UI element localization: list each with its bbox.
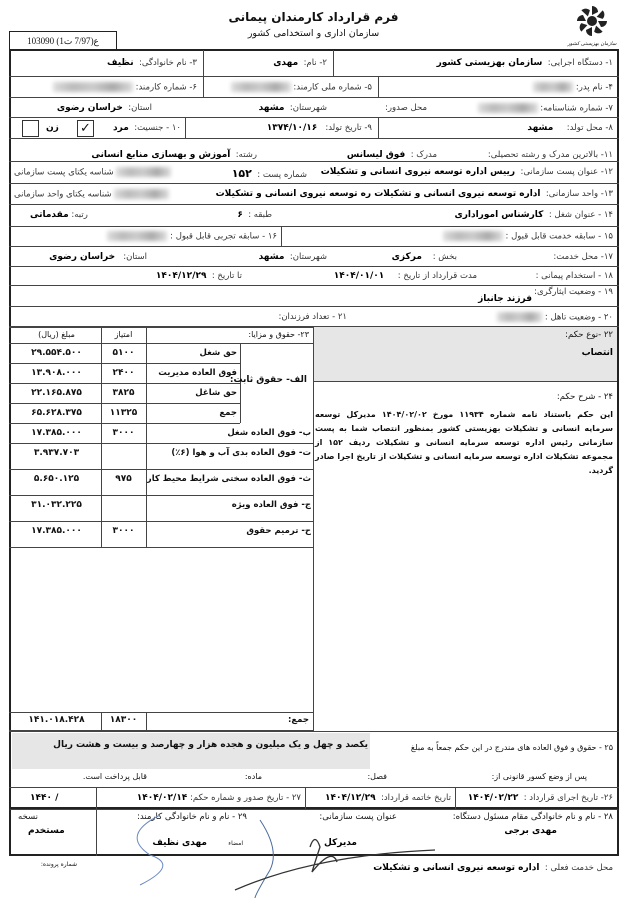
fixed-row-amount: ۲۹.۵۵۴.۵۰۰ bbox=[31, 348, 82, 358]
gender-female-checkbox[interactable] bbox=[22, 120, 39, 137]
other-row-label: ت- فوق العاده بدی آب و هوا (۶٪) bbox=[171, 448, 311, 458]
field-degree: مدرک : فوق لیسانس bbox=[346, 150, 437, 160]
other-row-label: ح- ترمیم حقوق bbox=[246, 526, 311, 536]
field-grade: طبقه : ۶ bbox=[237, 210, 272, 220]
current-service-location: محل خدمت فعلی : اداره توسعه نیروی انسانی و تشکیلات bbox=[373, 863, 613, 873]
other-row-amount: ۵.۶۵۰.۱۲۵ bbox=[33, 474, 80, 484]
fixed-row-points: ۳۸۲۵ bbox=[112, 388, 135, 398]
field-issue-date: ۲۷ - تاریخ صدور و شماره حکم: ۱۴۰۴/۰۲/۱۴ bbox=[136, 793, 301, 803]
field-education: ۱۱- بالاترین مدرک و رشته تحصیلی: bbox=[487, 150, 613, 160]
field-service-location: ۱۷- محل خدمت: bbox=[553, 252, 613, 262]
fixed-row-points: ۱۱۳۲۵ bbox=[109, 408, 138, 418]
amount-in-words-box bbox=[12, 733, 370, 769]
other-row-points: ۳۰۰۰ bbox=[112, 428, 135, 438]
total-points: ۱۸۳۰۰ bbox=[109, 715, 138, 725]
ruling-number: / ۱۴۴۰ bbox=[30, 793, 59, 803]
article-label: ماده: bbox=[244, 772, 262, 781]
field-post-number: شماره پست : ۱۵۲ bbox=[231, 167, 307, 180]
field-birth-date: ۹- تاریخ تولد: ۱۳۷۴/۱۰/۱۶ bbox=[266, 123, 372, 133]
total-label: جمع: bbox=[287, 715, 309, 725]
field-post-title: ۱۲- عنوان پست سازمانی: رییس اداره توسعه نیروی انسانی و تشکیلات bbox=[320, 167, 613, 177]
other-row-label: ث- فوق العاده سختی شرایط محیط کار bbox=[146, 474, 311, 484]
veteran-status-value: فرزند جانباز bbox=[478, 294, 532, 304]
checkmark-icon: ✓ bbox=[80, 121, 91, 136]
deduction-label: پس از وضع کسور قانونی از: bbox=[491, 772, 587, 781]
other-row-label: ج- فوق العاده ویژه bbox=[231, 500, 311, 510]
form-code-box bbox=[9, 31, 117, 51]
other-row-points: ۳۰۰۰ bbox=[112, 526, 135, 536]
field-service-province: استان: خراسان رضوی bbox=[49, 252, 147, 262]
field-first-name: ۲- نام: مهدی bbox=[273, 58, 327, 68]
field-employment: ۱۸ - استخدام پیمانی : bbox=[535, 271, 613, 281]
amount-in-words: یکصد و چهل و یک میلیون و هجده هزار و چهارصد و بیست و هشت ریال bbox=[53, 740, 368, 750]
form-title: فرم قرارداد کارمندان پیمانی bbox=[228, 10, 399, 24]
fixed-salary-group-label: الف- حقوق ثابت: bbox=[229, 375, 307, 385]
col-header-points: امتیاز bbox=[114, 330, 133, 339]
field-service-city: شهرستان: مشهد bbox=[258, 252, 327, 262]
field-province: استان: خراسان رضوی bbox=[56, 103, 152, 113]
other-row-label: ب- فوق العاده شغل bbox=[227, 428, 311, 438]
field-rank: رتبه: مقدماتی bbox=[30, 210, 88, 220]
field-city: شهرستان: مشهد bbox=[258, 103, 327, 113]
other-row-amount: ۳.۹۳۷.۷۰۳ bbox=[33, 448, 80, 458]
field-job-title: ۱۴ - عنوان شغل : کارشناس اموراداری bbox=[454, 210, 613, 220]
other-row-amount: ۳۱.۰۳۲.۲۲۵ bbox=[31, 500, 82, 510]
field-veteran-status: ۱۹ - وضعیت ایثارگری: bbox=[534, 287, 613, 297]
salary-section-label: ۲۳- حقوق و مزایا: bbox=[248, 330, 309, 339]
field-national-id: ۵- شماره ملی کارمند: bbox=[231, 82, 372, 93]
field-issue-place: محل صدور: bbox=[385, 103, 427, 113]
field-employee-number: ۶- شماره کارمند: bbox=[53, 82, 197, 93]
fixed-row-label: حق شغل bbox=[199, 348, 237, 358]
file-number-label: شماره پرونده: bbox=[40, 861, 77, 868]
col-header-amount: مبلغ (ریال) bbox=[38, 330, 75, 339]
field-service-record: ۱۵ - سابقه خدمت قابل قبول : bbox=[443, 231, 613, 242]
field-birth-cert: ۷- شماره شناسنامه: bbox=[478, 103, 613, 114]
field-end-date: تاریخ خاتمه قرارداد: ۱۴۰۴/۱۲/۲۹ bbox=[325, 793, 451, 803]
ruling-description: این حکم باستناد نامه شماره ۱۱۹۳۴ مورخ ۱۴۰۴/۰۲/۰۲ مدیرکل توسعه سرمایه انسانی و تشکیلات بهزیستی کشور بمنظور انتصاب شما به پست سازمانی رئیس اداره توسعه سرمایه انسانی و تشکیلات ردیف ۱۵۲ از مجموعه تشکیلات اداره توسعه سرمایه انسانی و تشکیلات از تاریخ اجرا صادر گردید. bbox=[315, 410, 614, 475]
total-amount: ۱۴۱.۰۱۸.۴۲۸ bbox=[28, 715, 85, 725]
field-experience-record: ۱۶ - سابقه تجربی قابل قبول : bbox=[107, 231, 277, 242]
field-gender: ۱۰ - جنسیت: مرد bbox=[113, 123, 181, 133]
authority-name-label: ۲۸ - نام و نام خانوادگی مقام مسئول دستگاه: bbox=[452, 812, 613, 822]
copy-value: مستخدم bbox=[28, 826, 65, 836]
authority-name: مهدی برجی bbox=[504, 826, 557, 836]
other-row-amount: ۱۷.۳۸۵.۰۰۰ bbox=[31, 526, 82, 536]
fixed-row-label: جمع bbox=[219, 408, 237, 418]
payable-label: قابل پرداخت است. bbox=[82, 772, 147, 781]
fixed-row-points: ۲۴۰۰ bbox=[112, 368, 135, 378]
fixed-row-label: حق شاغل bbox=[195, 388, 237, 398]
gender-female-label: زن bbox=[46, 123, 59, 133]
post-title-value: مدیرکل bbox=[323, 838, 357, 848]
fixed-row-amount: ۱۳.۹۰۸.۰۰۰ bbox=[31, 368, 82, 378]
field-marital-status: ۲۰ - وضعیت تاهل : bbox=[497, 312, 613, 323]
total-amount-label: ۲۵ - حقوق و فوق العاده های مندرج در این حکم جمعاً به مبلغ bbox=[410, 743, 613, 752]
fixed-row-points: ۵۱۰۰ bbox=[112, 348, 135, 358]
gender-male-checkbox[interactable] bbox=[77, 120, 94, 137]
field-birth-place: ۸- محل تولد: مشهد bbox=[527, 123, 613, 133]
ruling-type-value: انتصاب bbox=[581, 348, 613, 358]
form-code: ع(7/97 ت1) 103090 bbox=[27, 36, 99, 46]
row-11 bbox=[9, 267, 619, 286]
field-post-unique-id: شناسه یکتای پست سازمانی bbox=[14, 167, 171, 178]
field-children-count: ۲۱ - تعداد فرزندان: bbox=[278, 312, 347, 322]
field-contract-to: تا تاریخ : ۱۴۰۴/۱۲/۲۹ bbox=[155, 271, 242, 281]
copy-label: نسخه bbox=[18, 812, 38, 822]
field-org-unit: ۱۳- واحد سازمانی: اداره توسعه نیروی انسانی و تشکیلات ره توسعه نیروی انسانی و تشکیلات bbox=[215, 189, 613, 199]
fixed-row-amount: ۲۲.۱۶۵.۸۷۵ bbox=[31, 388, 82, 398]
logo-caption: سازمان بهزیستی کشور bbox=[567, 41, 617, 47]
field-last-name: ۳- نام خانوادگی: نظیف bbox=[107, 58, 197, 68]
field-section: بخش : مرکزی bbox=[391, 252, 457, 262]
field-father-name: ۴- نام پدر: bbox=[533, 82, 613, 93]
form-subtitle: سازمان اداری و استخدامی کشور bbox=[247, 28, 380, 39]
field-agency: ۱- دستگاه اجرایی: سازمان بهزیستی کشور bbox=[436, 58, 613, 68]
other-row-points: ۹۷۵ bbox=[115, 474, 132, 484]
field-contract-from: مدت قرارداد از تاریخ : ۱۴۰۴/۰۱/۰۱ bbox=[333, 271, 477, 281]
signature-label: امضاء bbox=[228, 840, 243, 847]
employee-name: مهدی نظیف bbox=[152, 838, 207, 848]
employee-name-label: ۲۹ - نام و نام خانوادگی کارمند: bbox=[136, 812, 247, 822]
chapter-label: فصل: bbox=[367, 772, 387, 781]
other-row-amount: ۱۷.۳۸۵.۰۰۰ bbox=[31, 428, 82, 438]
fixed-row-label: فوق العاده مدیریت bbox=[158, 368, 237, 378]
fixed-row-amount: ۶۵.۶۲۸.۳۷۵ bbox=[31, 408, 82, 418]
field-execution-date: ۲۶- تاریخ اجرای قرارداد : ۱۴۰۴/۰۲/۲۲ bbox=[467, 793, 613, 803]
ruling-type-label: ۲۲ -نوع حکم: bbox=[565, 330, 613, 340]
field-unit-unique-id: شناسه یکتای واحد سازمانی bbox=[14, 189, 169, 200]
signature-scribbles-icon bbox=[90, 805, 510, 900]
field-major: رشته: آموزش و بهسازی منابع انسانی bbox=[91, 150, 257, 160]
post-title-label: عنوان پست سازمانی: bbox=[319, 812, 397, 822]
ruling-desc-label: ۲۴ - شرح حکم: bbox=[556, 392, 613, 402]
